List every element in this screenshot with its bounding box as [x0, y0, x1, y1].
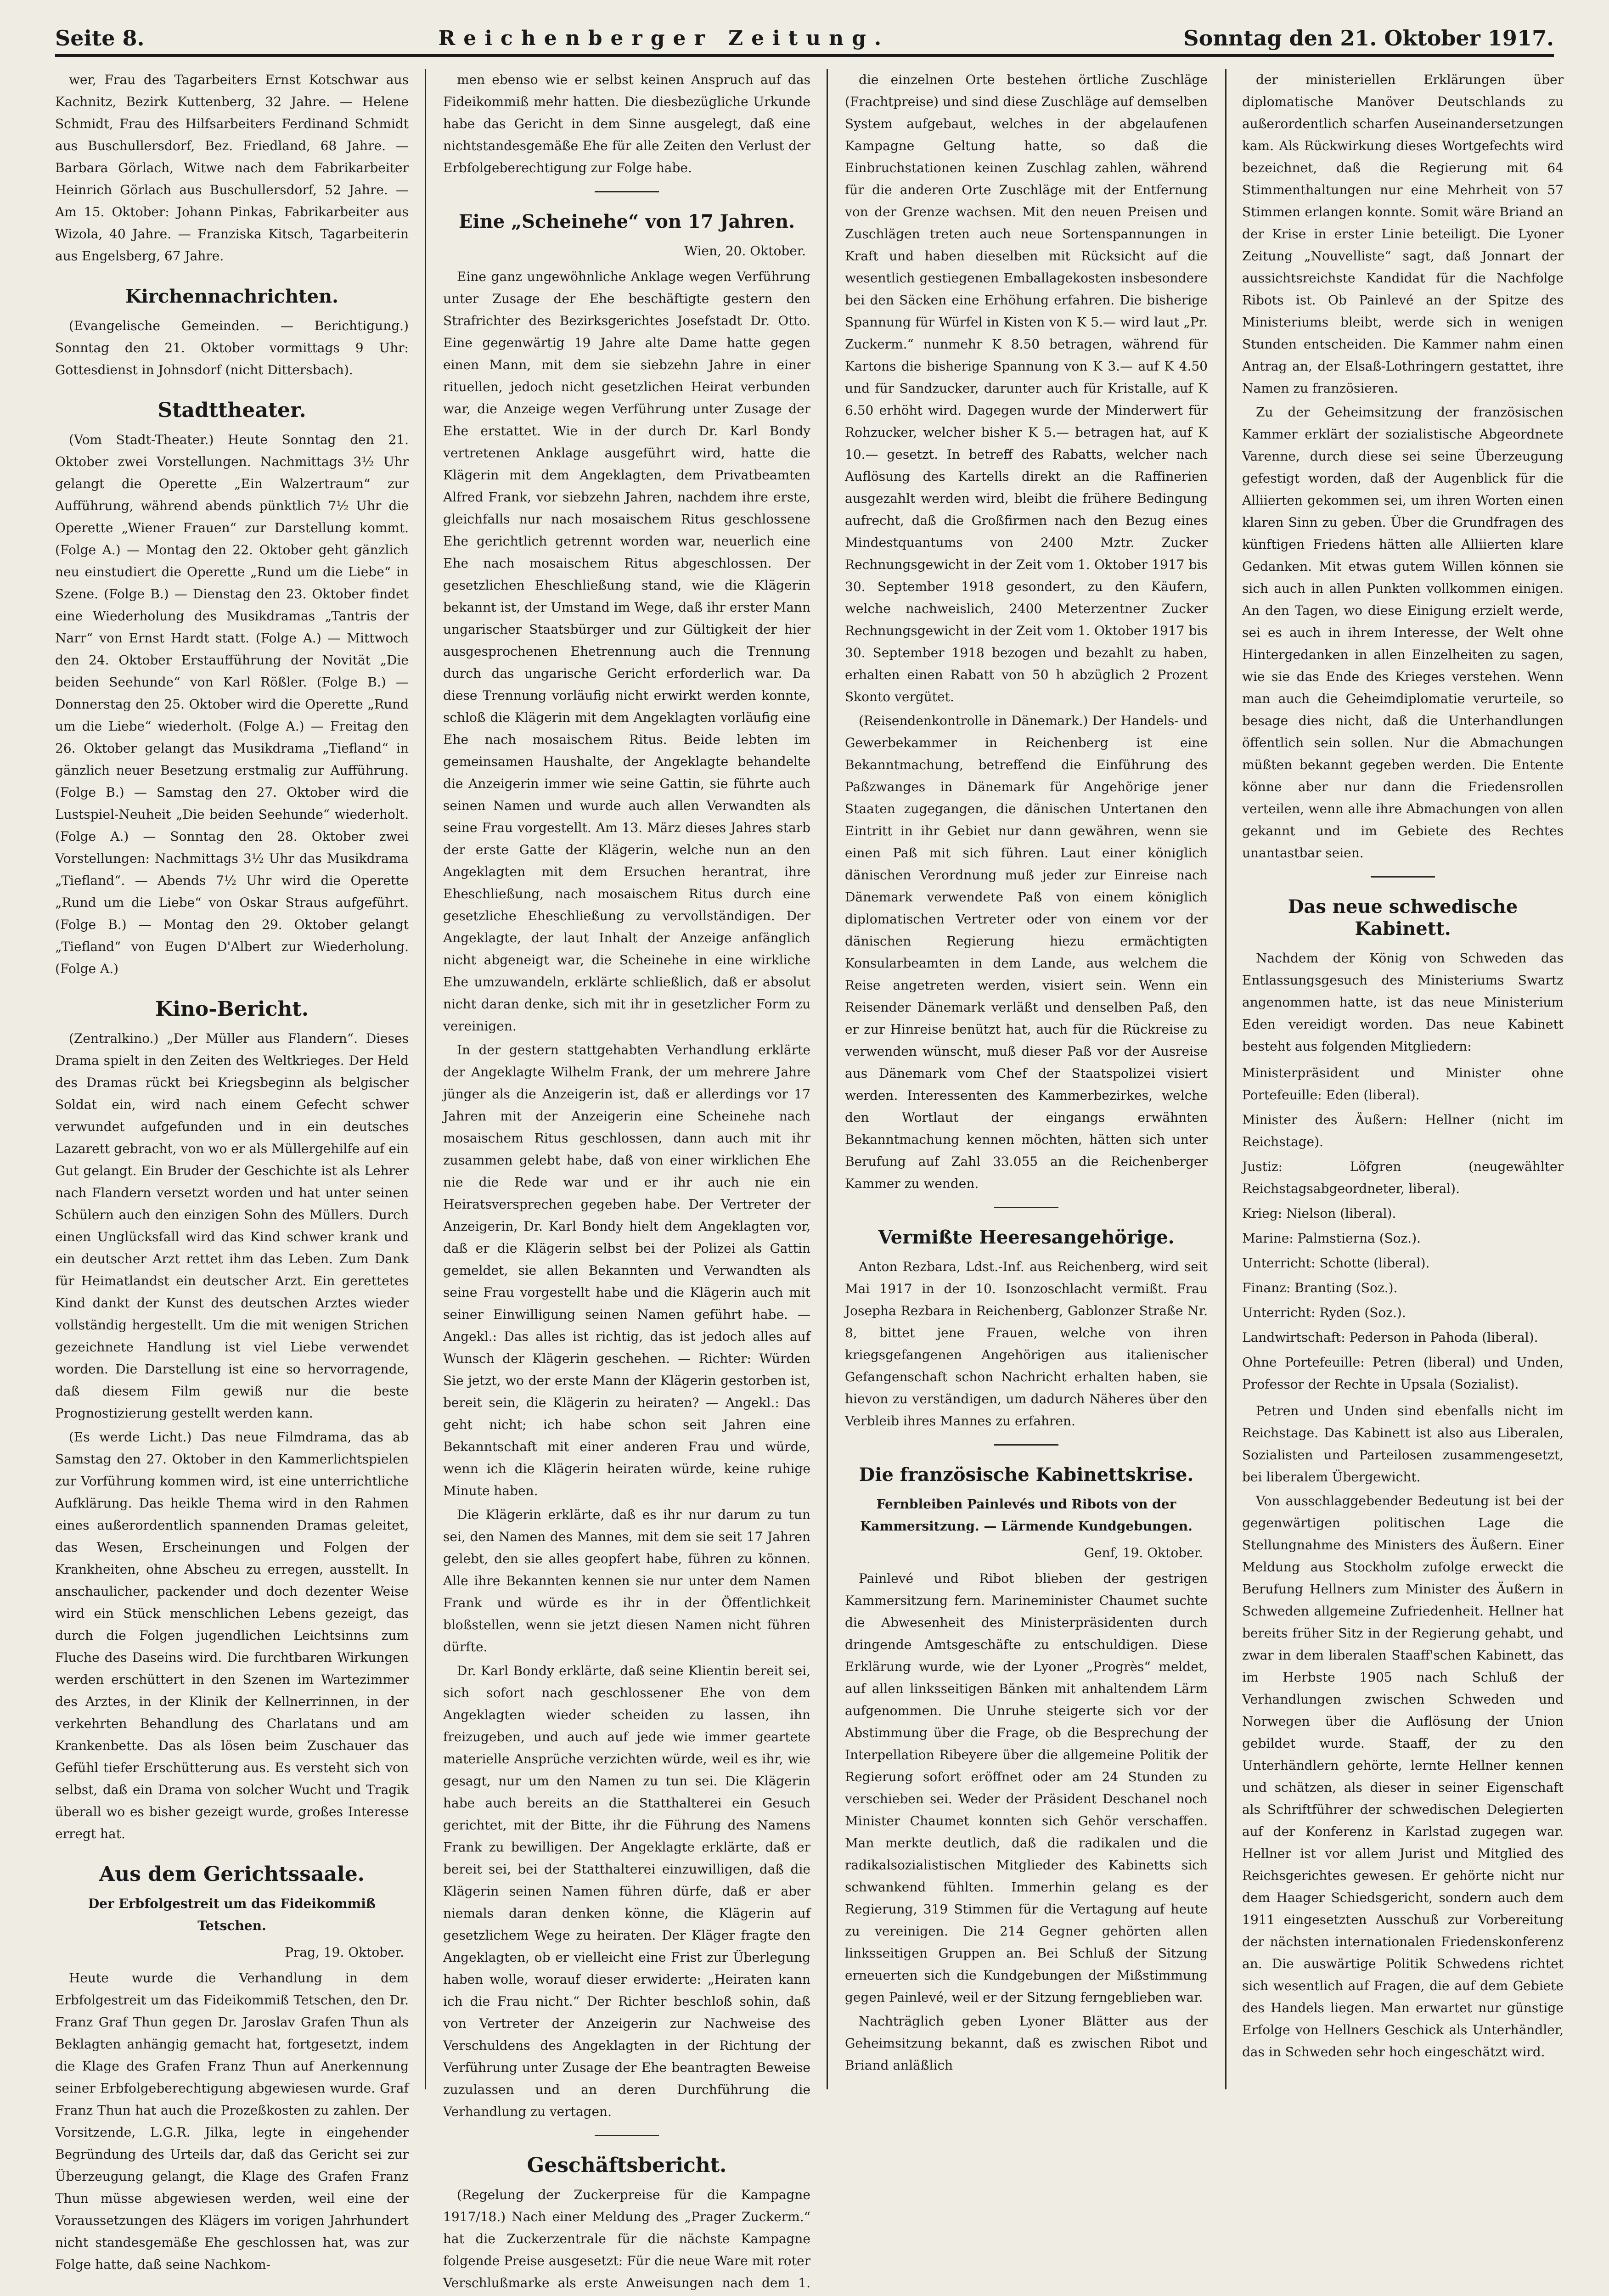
- section-heading: Eine „Scheinehe“ von 17 Jahren.: [458, 211, 795, 232]
- column-1: [55, 69, 409, 2272]
- article-paragraph: Heute wurde die Verhandlung in dem Erbfolgestreit um das Fideikommiß Tetschen, den Dr. Franz Graf Thun gegen Dr. Jaroslav Grafen Thun als Beklagten anhängig gemacht hat, fortgesetzt, indem die Klage des Grafen Franz Thun auf Anerkennung seiner Erbfolgeberechtigung abgewiesen wurde. Graf Franz Thun hat auch die Prozeßkosten zu zahlen. Der Vorsitzende, L.G.R. Jilka, legte in eingehender Begründung des Urteils dar, daß das Gericht sei zur Überzeugung gelangt, die Klage des Grafen Franz Thun müsse abgewiesen werden, weil eine der Voraussetzungen des Klägers im vorigen Jahrhundert nicht standesgemäße Ehe geschlossen hat, was zur Folge hatte, daß seine Nachkom-: [55, 1970, 409, 2272]
- cabinet-roster: [1242, 1062, 1564, 1396]
- article-paragraph: Petren und Unden sind ebenfalls nicht im Reichstage. Das Kabinett ist also aus Liberalen, Sozialisten und Parteilosen zusammengesetzt, bei liberalem Übergewicht.: [1242, 1403, 1564, 1485]
- article-paragraph: (Vom Stadt-Theater.) Heute Sonntag den 21. Oktober zwei Vorstellungen. Nachmittags 3½ Uhr gelangt die Operette „Ein Walzertraum“ zur Aufführung, während abends pünktlich 7½ Uhr die Operette „Wiener Frauen“ zur Darstellung kommt. (Folge A.) — Montag den 22. Oktober geht gänzlich neu einstudiert die Operette „Rund um die Liebe“ in Szene. (Folge B.) — Dienstag den 23. Oktober findet eine Wiederholung des Musikdramas „Tantris der Narr“ von Ernst Hardt statt. (Folge A.) — Mittwoch den 24. Oktober Erstaufführung der Novität „Die beiden Seehunde“ von Karl Rößler. (Folge B.) — Donnerstag den 25. Oktober wird die Operette „Rund um die Liebe“ wiederholt. (Folge A.) — Freitag den 26. Oktober gelangt das Musikdrama „Tiefland“ in gänzlich neuer Besetzung erstmalig zur Aufführung. (Folge B.) — Samstag den 27. Oktober wird die Lustspiel-Neuheit „Die beiden Seehunde“ wiederholt. (Folge A.) — Sonntag den 28. Oktober zwei Vorstellungen: Nachmittags 3½ Uhr das Musikdrama „Tiefland“. — Abends 7½ Uhr wird die Operette „Rund um die Liebe“ von Oskar Straus aufgeführt. (Folge B.) — Montag den 29. Oktober gelangt „Tiefland“ von Eugen D'Albert zur Wiederholung. (Folge A.): [55, 432, 409, 976]
- section-heading: Kirchennachrichten.: [125, 286, 339, 307]
- column-2: [443, 69, 810, 2290]
- column-rule: [827, 69, 828, 2089]
- article-paragraph: (Reisendenkontrolle in Dänemark.) Der Handels- und Gewerbekammer in Reichenberg ist eine Bekanntmachung, betreffend die Einführung des Paßzwanges in Dänemark für Angehörige jener Staaten zugegangen, die dänischen Untertanen den Eintritt in ihr Gebiet nur dann gewähren, wenn sie einen Paß mit sich führen. Laut einer königlich dänischen Verordnung muß jeder zur Einreise nach Dänemark verwendete Paß von einem königlich diplomatischen Vertreter oder von einem vor der dänischen Regierung hiezu ermächtigten Konsularbeamten in dem Lande, aus welchem die Reise angetreten werden, visiert sein. Wenn ein Reisender Dänemark verläßt und denselben Paß, den er zur Hinreise benützt hat, auch für die Rückreise zu verwenden wünscht, muß dieser Paß vor der Ausreise aus Dänemark vom Chef der Staatspolizei visiert werden. Interessenten des Kammerbezirkes, welche den Wortlaut der eingangs erwähnten Bekanntmachung kennen möchten, hätten sich unter Berufung auf Zahl 33.055 an die Reichenberger Kammer zu wenden.: [845, 713, 1208, 1191]
- section-heading: Aus dem Gerichtssaale.: [99, 1863, 365, 1886]
- column-rule: [1225, 69, 1226, 2089]
- page-number: Seite 8.: [55, 26, 145, 51]
- column-3: [845, 69, 1208, 2103]
- article-subheading: Der Erbfolgestreit um das Fideikommiß Tetschen.: [88, 1896, 376, 1933]
- article-paragraph: In der gestern stattgehabten Verhandlung erklärte der Angeklagte Wilhelm Frank, der um mehrere Jahre jünger als die Anzeigerin ist, daß er allerdings vor 17 Jahren mit der Anzeigerin eine Scheinehe nach mosaischem Ritus geschlossen, dann auch mit ihr zusammen gelebt habe, daß von einer wirklichen Ehe nie die Rede war und er ihr auch nie ein Heiratsversprechen gegeben habe. Der Vertreter der Anzeigerin, Dr. Karl Bondy hielt dem Angeklagten vor, daß er die Klägerin selbst bei der Polizei als Gattin gemeldet, sie allen Bekannten und Verwandten als seine Frau vorgestellt habe und die Klägerin auch mit seiner Einwilligung seinen Namen geführt habe. — Angekl.: Das alles ist richtig, das ist jedoch alles auf Wunsch der Klägerin geschehen. — Richter: Würden Sie jetzt, wo der erste Mann der Klägerin gestorben ist, bereit sein, die Klägerin zu heiraten? — Angekl.: Das geht nicht; ich habe schon seit Jahren eine Bekanntschaft mit einer anderen Frau und würde, wenn ich die Klägerin heiraten würde, keine ruhige Minute haben.: [443, 1042, 810, 1498]
- article-paragraph: die einzelnen Orte bestehen örtliche Zuschläge (Frachtpreise) und sind diese Zuschläge auf demselben System aufgebaut, welches in der abgelaufenen Kampagne Geltung hatte, so daß die Einbruchstationen keinen Zuschlag zahlen, während für die anderen Orte Zuschläge mit der Entfernung von der Grenze wachsen. Mit den neuen Preisen und Zuschlägen treten auch neue Sortenspannungen in Kraft und haben dieselben mit Rücksicht auf die wesentlich gestiegenen Emballagekosten insbesondere bei den Säcken eine Erhöhung erfahren. Die bisherige Spannung für Würfel in Kisten von K 5.— wird laut „Pr. Zuckerm.“ nunmehr K 8.50 betragen, während für Kartons die bisherige Spannung von K 3.— auf K 4.50 und für Sandzucker, darunter auch für Kristalle, auf K 6.50 erhöht wird. Dagegen wurde der Minderwert für Rohzucker, welcher bisher K 5.— betragen hat, auf K 10.— gesetzt. In betreff des Rabatts, welcher nach Auflösung des Kartells direkt an die Raffinerien ausgezahlt werden wird, bleibt die frühere Bedingung aufrecht, daß die Großfirmen nach den Bezug eines Mindestquantums von 2400 Mztr. Zucker Rechnungsgewicht in der Zeit vom 1. Oktober 1917 bis 30. September 1918 gesondert, zu den Käufern, welche nachweislich, 2400 Meterzentner Zucker Rechnungsgewicht in der Zeit vom 1. Oktober 1917 bis 30. September 1918 bezogen und bezahlt zu haben, erhalten einen Rabatt von 50 h abzüglich 2 Prozent Skonto vergütet.: [845, 72, 1208, 704]
- roster-item: Unterricht: Schotte (liberal).: [1242, 1255, 1430, 1271]
- article-paragraph: (Zentralkino.) „Der Müller aus Flandern“. Dieses Drama spielt in den Zeiten des Weltkrieges. Der Held des Dramas rückt bei Kriegsbeginn als belgischer Soldat ein, wird nach einem Gefecht schwer verwundet aufgefunden und in ein deutsches Lazarett gebracht, von wo er als Müllergehilfe auf ein Gut gelangt. Ein Bruder der Geschichte ist als Lehrer nach Flandern versetzt worden und hat unter seinen Schülern auch den einzigen Sohn des Müllers. Durch einen Unglücksfall wird das Kind schwer krank und ein deutscher Arzt rettet ihm das Leben. Zum Dank für Heimatlandst ein deutscher Arzt. Ein gerettetes Kind dankt der Kunst des deutschen Arztes wieder vollständig hergestellt. Um die mit wenigen Strichen gezeichnete Handlung ist viel Liebe verwendet worden. Die Darstellung ist eine so hervorragende, daß diesem Film gewiß nur die beste Prognostizierung gestellt werden kann.: [55, 1031, 409, 1421]
- dateline: Wien, 20. Oktober.: [684, 243, 806, 259]
- divider: [994, 1207, 1058, 1208]
- article-paragraph: Von ausschlaggebender Bedeutung ist bei der gegenwärtigen politischen Lage die Stellungnahme des Ministers des Äußern. Einer Meldung aus Stockholm zufolge erweckt die Berufung Hellners zum Minister des Äußern in Schweden allgemeine Zufriedenheit. Hellner hat bereits früher Sitz in der Regierung gehabt, und zwar in dem liberalen Staaff'schen Kabinett, das im Herbste 1905 nach Schluß der Verhandlungen zwischen Schweden und Norwegen über die Auflösung der Union gebildet wurde. Staaff, der zu den Unterhändlern gehörte, lernte Hellner kennen und schätzen, als dieser in seiner Eigenschaft als Schriftführer der schwedischen Delegierten auf der Konferenz in Karlstad zugegen war. Hellner ist vor allem Jurist und Mitglied des Reichsgerichtes gewesen. Er gehörte nicht nur dem Haager Schiedsgericht, sondern auch dem 1911 eingesetzten Ausschuß zur Vorbereitung der nächsten internationalen Friedenskonferenz an. Die auswärtige Politik Schwedens richtet sich wesentlich auf Fragen, die auf dem Gebiete des Handels liegen. Man erwartet nur günstige Erfolge von Hellners Geschick als Unterhändler, das in Schweden sehr hoch eingeschätzt wird.: [1242, 1493, 1564, 2060]
- article-paragraph: Die Klägerin erklärte, daß es ihr nur darum zu tun sei, den Namen des Mannes, mit dem sie seit 17 Jahren gelebt, den sie alles geopfert habe, führen zu können. Alle ihre Bekannten kennen sie nur unter dem Namen Frank und würde es ihr in der Öffentlichkeit bloßstellen, wenn sie jetzt diesen Namen nicht führen dürfte.: [443, 1507, 810, 1654]
- section-heading: Kino-Bericht.: [155, 997, 309, 1021]
- article-paragraph: (Evangelische Gemeinden. — Berichtigung.) Sonntag den 21. Oktober vormittags 9 Uhr: Gottesdienst in Johnsdorf (nicht Dittersbach).: [55, 318, 409, 377]
- roster-item: Landwirtschaft: Pederson in Pahoda (liberal).: [1242, 1330, 1538, 1345]
- article-paragraph: Dr. Karl Bondy erklärte, daß seine Klientin bereit sei, sich sofort nach geschlossener Ehe von dem Angeklagten wieder scheiden zu lassen, ihn freizugeben, und auch auf jede wie immer geartete materielle Ansprüche verzichten würde, weil es ihr, wie gesagt, nur um den Namen zu tun sei. Die Klägerin habe auch bereits an die Statthalterei ein Gesuch gerichtet, mit der Bitte, ihr die Führung des Namens Frank zu bewilligen. Der Angeklagte erklärte, daß er bereit sei, bei der Statthalterei einzuwilligen, daß die Klägerin seinen Namen führen dürfe, daß er aber niemals daran denken könne, die Klägerin auf gesetzlichem Wege zu heiraten. Der Kläger fragte den Angeklagten, ob er vielleicht eine Frist zur Überlegung haben wolle, worauf dieser erwiderte: „Heiraten kann ich die Frau nicht.“ Der Richter beschloß sohin, daß von Vertreter der Anzeigerin zur Nachweise des Verschuldens des Angeklagten in der Richtung der Verführung unter Zusage der Ehe beantragten Beweise zuzulassen und an deren Durchführung die Verhandlung zu vertagen.: [443, 1663, 810, 2119]
- roster-item: Finanz: Branting (Soz.).: [1242, 1280, 1398, 1295]
- article-paragraph: Eine ganz ungewöhnliche Anklage wegen Verführung unter Zusage der Ehe beschäftigte gestern den Strafrichter des Bezirksgerichtes Josefstadt Dr. Otto. Eine gegenwärtig 19 Jahre alte Dame hatte gegen einen Mann, mit dem sie siebzehn Jahre in einer rituellen, jedoch nicht gesetzlichen Heirat verbunden war, die Anzeige wegen Verführung unter Zusage der Ehe erstattet. Wie in der durch Dr. Karl Bondy vertretenen Anklage ausgeführt wird, hatte die Klägerin mit dem Angeklagten, dem Privatbeamten Alfred Frank, vor siebzehn Jahren, nachdem ihre erste, gleichfalls nur nach mosaischem Ritus geschlossene Ehe gerichtlich getrennt worden war, neuerlich eine Ehe nach mosaischem Ritus abgeschlossen. Der gesetzlichen Eheschließung stand, wie die Klägerin bekannt ist, der Umstand im Wege, daß ihr erster Mann ungarischer Staatsbürger und zur Gültigkeit der hier ausgesprochenen Ehetrennung auch die Trennung durch das ungarische Gericht erforderlich war. Da diese Trennung vorläufig nicht erwirkt werden konnte, schloß die Klägerin mit dem Angeklagten vorläufig eine Ehe nach mosaischem Ritus. Beide lebten im gemeinsamen Haushalte, der Angeklagte behandelte die Anzeigerin immer wie seine Gattin, sie führte auch seinen Namen und wurde auch allen Verwandten als seine Frau vorgestellt. Am 13. März dieses Jahres starb der erste Gatte der Klägerin, welche nun an den Angeklagten mit dem Ersuchen herantrat, ihre Eheschließung, nach mosaischem Ritus durch eine gesetzliche Eheschließung zu vervollständigen. Der Angeklagte, der laut Inhalt der Anzeige anfänglich nicht abgeneigt war, die Scheinehe in eine wirkliche Ehe umzuwandeln, erklärte schließlich, daß er absolut nicht daran denke, sich mit ihr in gesetzlicher Form zu vereinigen.: [443, 269, 810, 1034]
- article-paragraph: Anton Rezbara, Ldst.-Inf. aus Reichenberg, wird seit Mai 1917 in der 10. Isonzoschlacht vermißt. Frau Josepha Rezbara in Reichenberg, Gablonzer Straße Nr. 8, bittet jene Frauen, welche von ihren kriegsgefangenen Angehörigen aus italienischer Gefangenschaft schon Nachricht erhalten haben, sie hievon zu verständigen, um dadurch Näheres über den Verbleib ihres Mannes zu erfahren.: [845, 1259, 1208, 1429]
- roster-item: Marine: Palmstierna (Soz.).: [1242, 1231, 1421, 1246]
- roster-item: Justiz: Löfgren (neugewählter Reichstagsabgeordneter, liberal).: [1242, 1159, 1564, 1196]
- roster-item: Ohne Portefeuille: Petren (liberal) und Unden, Professor der Rechte in Upsala (Sozialist).: [1242, 1355, 1564, 1392]
- divider: [994, 1444, 1058, 1446]
- dateline: Prag, 19. Oktober.: [285, 1945, 404, 1960]
- article-paragraph: (Es werde Licht.) Das neue Filmdrama, das ab Samstag den 27. Oktober in den Kammerlichtspielen zur Vorführung kommen wird, ist eine unterrichtliche Aufklärung. Das heikle Thema wird in den Rahmen eines außerordentlich spannenden Dramas geleitet, das Wesen, Erscheinungen und Folgen der Krankheiten, ohne Abscheu zu erregen, ausstellt. In anschaulicher, packender und doch dezenter Weise wird ein Stück menschlichen Lebens gezeigt, das durch die Folgen jugendlichen Leichtsinns zum Fluche des Daseins wird. Die furchtbaren Wirkungen werden erschüttert in den Szenen im Wartezimmer des Arztes, in der Klinik der Kellnerrinnen, in der verkehrten Behandlung des Charlatans und am Krankenbette. Das als lösen beim Zuschauer das Gefühl tiefer Erschütterung aus. Es versteht sich von selbst, daß ein Drama von solcher Wucht und Tragik überall wo es bisher gezeigt wurde, großes Interesse erregt hat.: [55, 1429, 409, 1841]
- article-paragraph: der ministeriellen Erklärungen über diplomatische Manöver Deutschlands zu außerordentlich scharfen Auseinandersetzungen kam. Als Rückwirkung dieses Wortgefechts wird bezeichnet, daß die Regierung mit 64 Stimmenthaltungen nur eine Mehrheit von 57 Stimmen erlangen konnte. Somit wäre Briand an der Krise in erster Linie beteiligt. Die Lyoner Zeitung „Nouvelliste“ sagt, daß Jonnart der aussichtsreichste Kandidat für die Nachfolge Ribots ist. Ob Painlevé an der Spitze des Ministeriums bleibt, werde sich in wenigen Stunden entscheiden. Die Kammer nahm einen Antrag an, der Elsaß-Lothringern gestattet, ihre Namen zu französieren.: [1242, 72, 1564, 396]
- article-paragraph: (Regelung der Zuckerpreise für die Kampagne 1917/18.) Nach einer Meldung des „Prager Zuckerm.“ hat die Zuckerzentrale für die nächste Kampagne folgende Preise ausgesetzt: Für die neue Ware mit roter Verschlußmarke als erste Anweisungen nach dem 1.: [443, 2187, 810, 2290]
- obituary-list: wer, Frau des Tagarbeiters Ernst Kotschwar aus Kachnitz, Bezirk Kuttenberg, 32 Jahre. — Helene Schmidt, Frau des Hilfsarbeiters Ferdinand Schmidt aus Buschullersdorf, Bez. Friedland, 68 Jahre. — Barbara Görlach, Witwe nach dem Fabrikarbeiter Heinrich Görlach aus Buschullersdorf, 52 Jahre. — Am 15. Oktober: Johann Pinkas, Fabrikarbeiter aus Wizola, 40 Jahre. — Franziska Kitsch, Tagarbeiterin aus Engelsberg, 67 Jahre.: [55, 72, 409, 264]
- divider: [595, 191, 659, 192]
- roster-item: Krieg: Nielson (liberal).: [1242, 1206, 1396, 1221]
- issue-date: Sonntag den 21. Oktober 1917.: [1183, 26, 1554, 51]
- article-paragraph: men ebenso wie er selbst keinen Anspruch auf das Fideikommiß mehr hatten. Die diesbezügliche Urkunde habe das Gericht in dem Sinne ausgelegt, daß eine nichtstandesgemäße Ehe für alle Zeiten den Verlust der Erbfolgeberechtigung zur Folge habe.: [443, 72, 810, 175]
- roster-item: Ministerpräsident und Minister ohne Portefeuille: Eden (liberal).: [1242, 1065, 1564, 1103]
- divider: [1371, 876, 1435, 878]
- article-subheading: Fernbleiben Painlevés und Ribots von der Kammersitzung. — Lärmende Kundgebungen.: [860, 1497, 1193, 1534]
- article-paragraph: Nachträglich geben Lyoner Blätter aus der Geheimsitzung bekannt, daß es zwischen Ribot und Briand anläßlich: [845, 2014, 1208, 2073]
- section-heading: Stadttheater.: [158, 399, 306, 422]
- article-paragraph: Zu der Geheimsitzung der französischen Kammer erklärt der sozialistische Abgeordnete Varenne, durch diese sei seine Überzeugung gefestigt worden, daß der Augenblick für die Alliierten gekommen sei, um ihren Worten einen klaren Sinn zu geben. Über die Grundfragen des künftigen Friedens hätten alle Alliierten klare Gedanken. Mit etwas gutem Willen können sie sich auch in allen Punkten vollkommen einigen. An den Tagen, wo diese Einigung erzielt werde, sei es auch in ihrem Interesse, der Welt ohne Hintergedanken in allen Einzelheiten zu sagen, wie sie das Ende des Krieges verstehen. Wenn man auch die Geheimdiplomatie verurteile, so besage dies nicht, daß die Unterhandlungen öffentlich sein sollen. Nur die Abmachungen müßten bekannt gegeben werden. Die Entente könne aber nur dann die Friedensrollen verteilen, wenn alle ihre Abmachungen von allen gekannt und im Gebiete des Rechtes unantastbar seien.: [1242, 405, 1564, 861]
- page-header: [55, 22, 1554, 57]
- roster-item: Unterricht: Ryden (Soz.).: [1242, 1305, 1406, 1320]
- roster-item: Minister des Äußern: Hellner (nicht im Reichstage).: [1242, 1112, 1564, 1149]
- article-paragraph: Nachdem der König von Schweden das Entlassungsgesuch des Ministeriums Swartz angenommen hatte, ist das neue Ministerium Eden vereidigt worden. Das neue Kabinett besteht aus folgenden Mitgliedern:: [1242, 951, 1564, 1054]
- masthead: Reichenberger Zeitung.: [438, 26, 890, 50]
- dateline: Genf, 19. Oktober.: [1084, 1545, 1203, 1560]
- divider: [595, 2135, 659, 2136]
- section-heading: Vermißte Heeresangehörige.: [878, 1227, 1175, 1248]
- article-paragraph: Painlevé und Ribot blieben der gestrigen Kammersitzung fern. Marineminister Chaumet suchte die Abwesenheit des Ministerpräsidenten durch dringende Amtsgeschäfte zu entschuldigen. Diese Erklärung wurde, wie der Lyoner „Progrès“ meldet, auf allen linksseitigen Bänken mit anhaltendem Lärm aufgenommen. Die Unruhe steigerte sich vor der Abstimmung über die Frage, ob die Besprechung der Interpellation Ribeyere über die allgemeine Politik der Regierung sofort eröffnet oder am 24 Stunden zu verschieben sei. Weder der Präsident Deschanel noch Minister Chaumet konnten sich Gehör verschaffen. Man merkte deutlich, daß die radikalen und die radikalsozialistischen Mitglieder des Kabinetts sich schwankend fühlten. Immerhin gelang es der Regierung, 319 Stimmen für die Vertagung auf heute zu vereinigen. Die 214 Gegner gehörten allen linksseitigen Gruppen an. Bei Schluß der Sitzung erneuerten sich die Kundgebungen der Mißstimmung gegen Painlevé, weil er der Sitzung ferngeblieben war.: [845, 1571, 1208, 2005]
- column-rule: [425, 69, 426, 2089]
- section-heading: Das neue schwedische Kabinett.: [1288, 896, 1518, 940]
- section-heading: Die französische Kabinettskrise.: [859, 1464, 1194, 1486]
- column-4: [1242, 69, 1564, 2103]
- section-heading: Geschäftsbericht.: [527, 2154, 727, 2177]
